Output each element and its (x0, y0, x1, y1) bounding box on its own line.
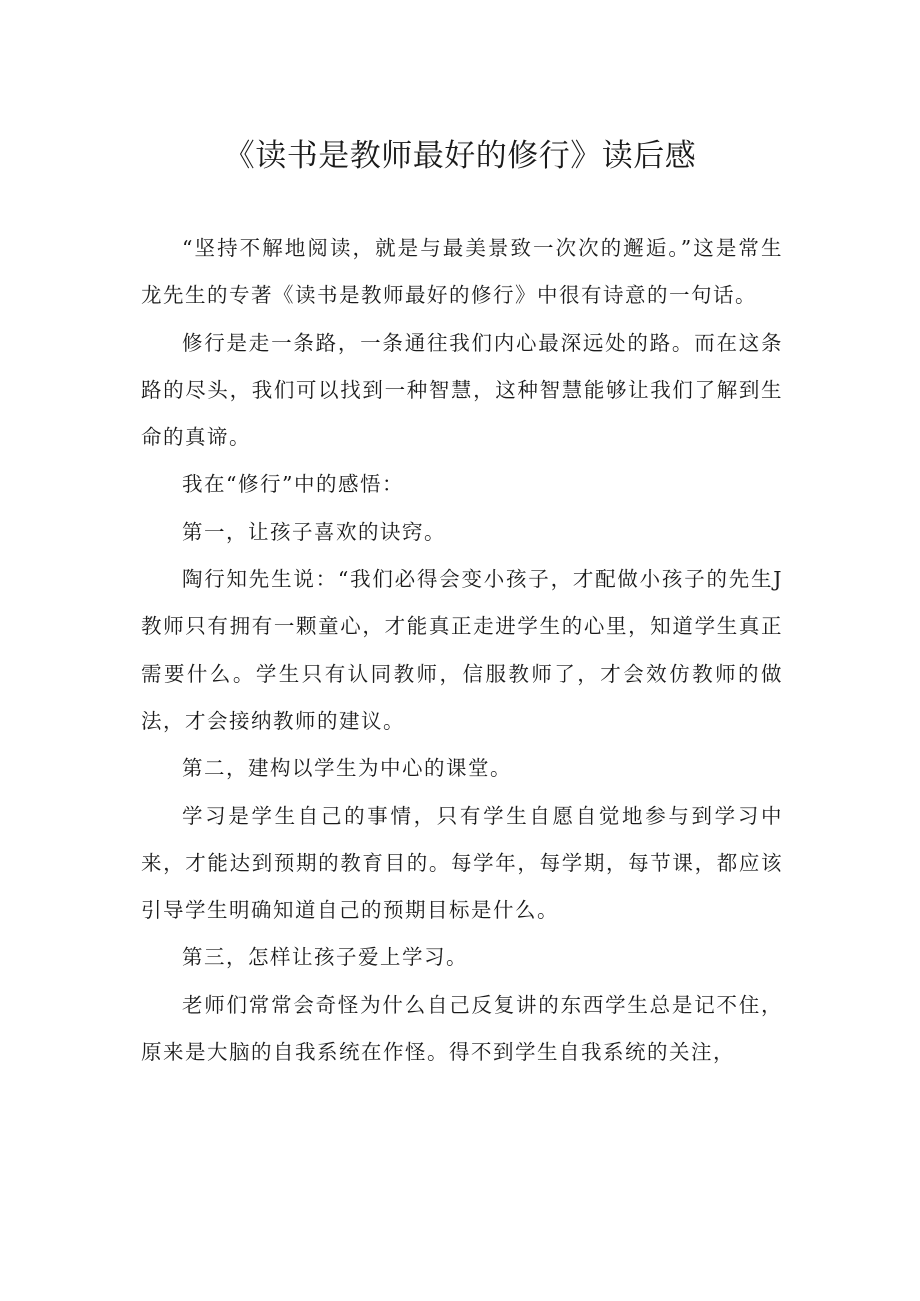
paragraph-student-learning: 学习是学生自己的事情，只有学生自愿自觉地参与到学习中来，才能达到预期的教育目的。每学年，每学期，每节课，都应该引导学生明确知道自己的预期目标是什么。 (141, 803, 783, 923)
paragraph-point-three: 第三，怎样让孩子爱上学习。 (182, 945, 468, 970)
paragraph-insights-heading: 我在“修行”中的感悟： (182, 472, 404, 497)
paragraph-quote-intro: “坚持不解地阅读，就是与最美景致一次次的邂逅。”这是常生龙先生的专著《读书是教师最好的修行》中很有诗意的一句话。 (141, 236, 783, 308)
paragraph-practice-path: 修行是走一条路，一条通往我们内心最深远处的路。而在这条路的尽头，我们可以找到一种智慧，这种智慧能够让我们了解到生命的真谛。 (141, 330, 783, 450)
paragraph-point-one: 第一，让孩子喜欢的诀窍。 (182, 519, 446, 544)
document-title: 《读书是教师最好的修行》读后感 (223, 138, 697, 174)
paragraph-tao-xingzhi: 陶行知先生说：“我们必得会变小孩子，才配做小孩子的先生J教师只有拥有一颗童心，才能真正走进学生的心里，知道学生真正需要什么。学生只有认同教师，信服教师了，才会效仿教师的做法，才会接纳教师的建议。 (141, 567, 783, 733)
paragraph-point-two: 第二，建构以学生为中心的课堂。 (182, 756, 512, 781)
paragraph-self-system: 老师们常常会奇怪为什么自己反复讲的东西学生总是记不住，原来是大脑的自我系统在作怪。得不到学生自我系统的关注， (141, 992, 783, 1065)
document-body (141, 225, 783, 1076)
